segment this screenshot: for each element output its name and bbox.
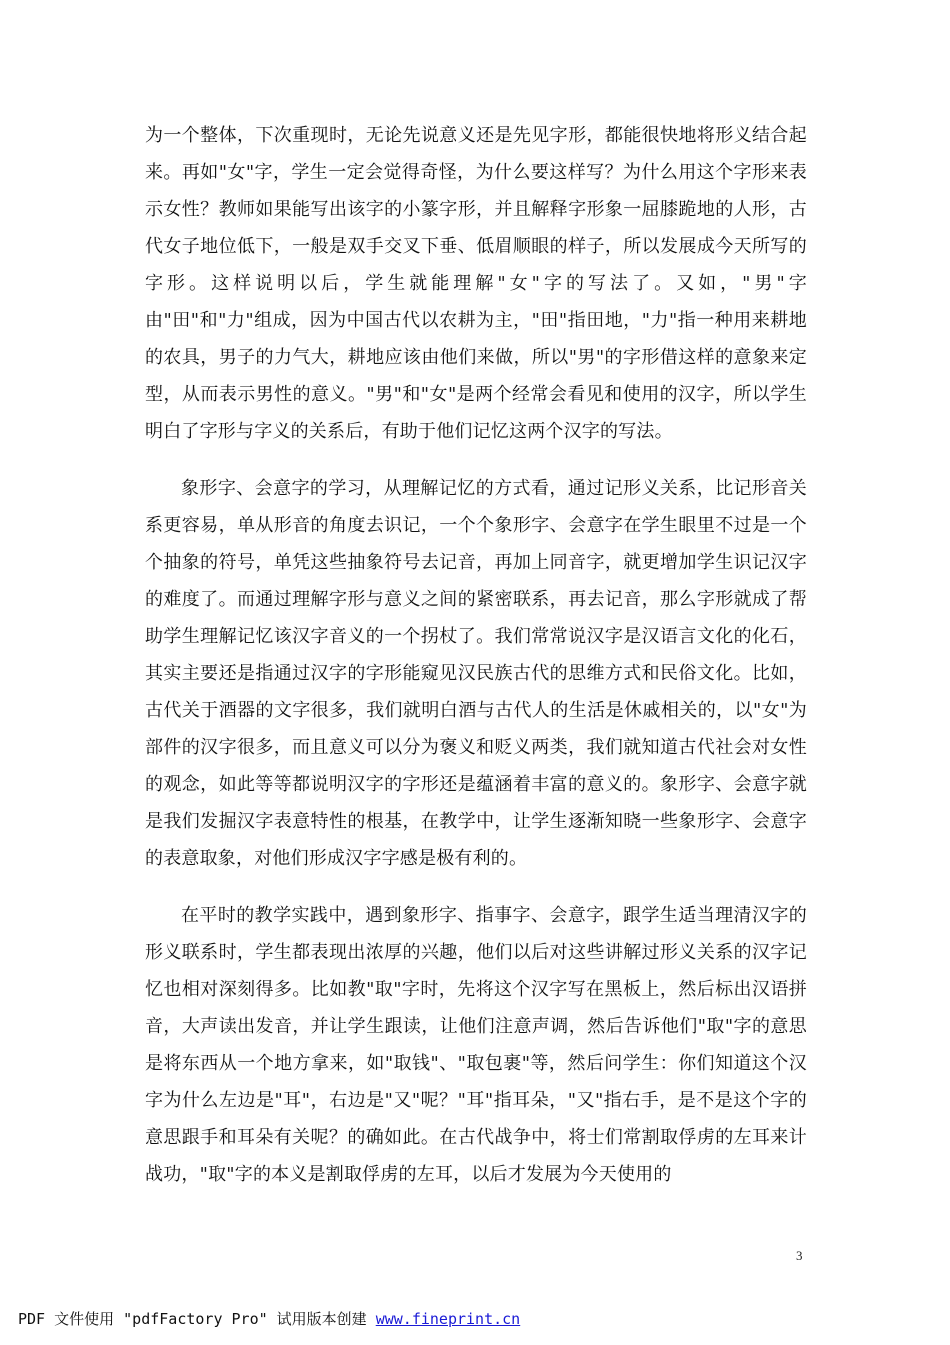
document-body <box>145 117 807 1193</box>
page-number: 3 <box>796 1248 803 1263</box>
footer-link[interactable]: www.fineprint.cn <box>375 1310 521 1328</box>
footer-text: PDF 文件使用 "pdfFactory Pro" 试用版本创建 <box>18 1310 376 1328</box>
paragraph-2: 象形字、会意字的学习，从理解记忆的方式看，通过记形义关系，比记形音关系更容易，单从形音的角度去识记，一个个象形字、会意字在学生眼里不过是一个个抽象的符号，单凭这些抽象符号去记音，再加上同音字，就更增加学生识记汉字的难度了。而通过理解字形与意义之间的紧密联系，再去记音，那么字形就成了帮助学生理解记忆该汉字音义的一个拐杖了。我们常常说汉字是汉语言文化的化石，其实主要还是指通过汉字的字形能窥见汉民族古代的思维方式和民俗文化。比如，古代关于酒器的文字很多，我们就明白酒与古代人的生活是休戚相关的，以"女"为部件的汉字很多，而且意义可以分为褒义和贬义两类，我们就知道古代社会对女性的观念，如此等等都说明汉字的字形还是蕴涵着丰富的意义的。象形字、会意字就是我们发掘汉字表意特性的根基，在教学中，让学生逐渐知晓一些象形字、会意字的表意取象，对他们形成汉字字感是极有利的。 <box>145 478 807 869</box>
paragraph-1: 为一个整体，下次重现时，无论先说意义还是先见字形，都能很快地将形义结合起来。再如"女"字，学生一定会觉得奇怪，为什么要这样写？为什么用这个字形来表示女性？教师如果能写出该字的小篆字形，并且解释字形象一屈膝跪地的人形，古代女子地位低下，一般是双手交叉下垂、低眉顺眼的样子，所以发展成今天所写的字形。这样说明以后，学生就能理解"女"字的写法了。又如，"男"字由"田"和"力"组成，因为中国古代以农耕为主，"田"指田地，"力"指一种用来耕地的农具，男子的力气大，耕地应该由他们来做，所以"男"的字形借这样的意象来定型，从而表示男性的意义。"男"和"女"是两个经常会看见和使用的汉字，所以学生明白了字形与字义的关系后，有助于他们记忆这两个汉字的写法。 <box>145 125 807 442</box>
pdf-footer <box>18 1308 520 1329</box>
paragraph-3: 在平时的教学实践中，遇到象形字、指事字、会意字，跟学生适当理清汉字的形义联系时，学生都表现出浓厚的兴趣，他们以后对这些讲解过形义关系的汉字记忆也相对深刻得多。比如教"取"字时，先将这个汉字写在黑板上，然后标出汉语拼音，大声读出发音，并让学生跟读，让他们注意声调，然后告诉他们"取"字的意思是将东西从一个地方拿来，如"取钱"、"取包裹"等，然后问学生：你们知道这个汉字为什么左边是"耳"，右边是"又"呢？"耳"指耳朵，"又"指右手，是不是这个字的意思跟手和耳朵有关呢？的确如此。在古代战争中，将士们常割取俘虏的左耳来计战功，"取"字的本义是割取俘虏的左耳，以后才发展为今天使用的 <box>145 905 807 1185</box>
